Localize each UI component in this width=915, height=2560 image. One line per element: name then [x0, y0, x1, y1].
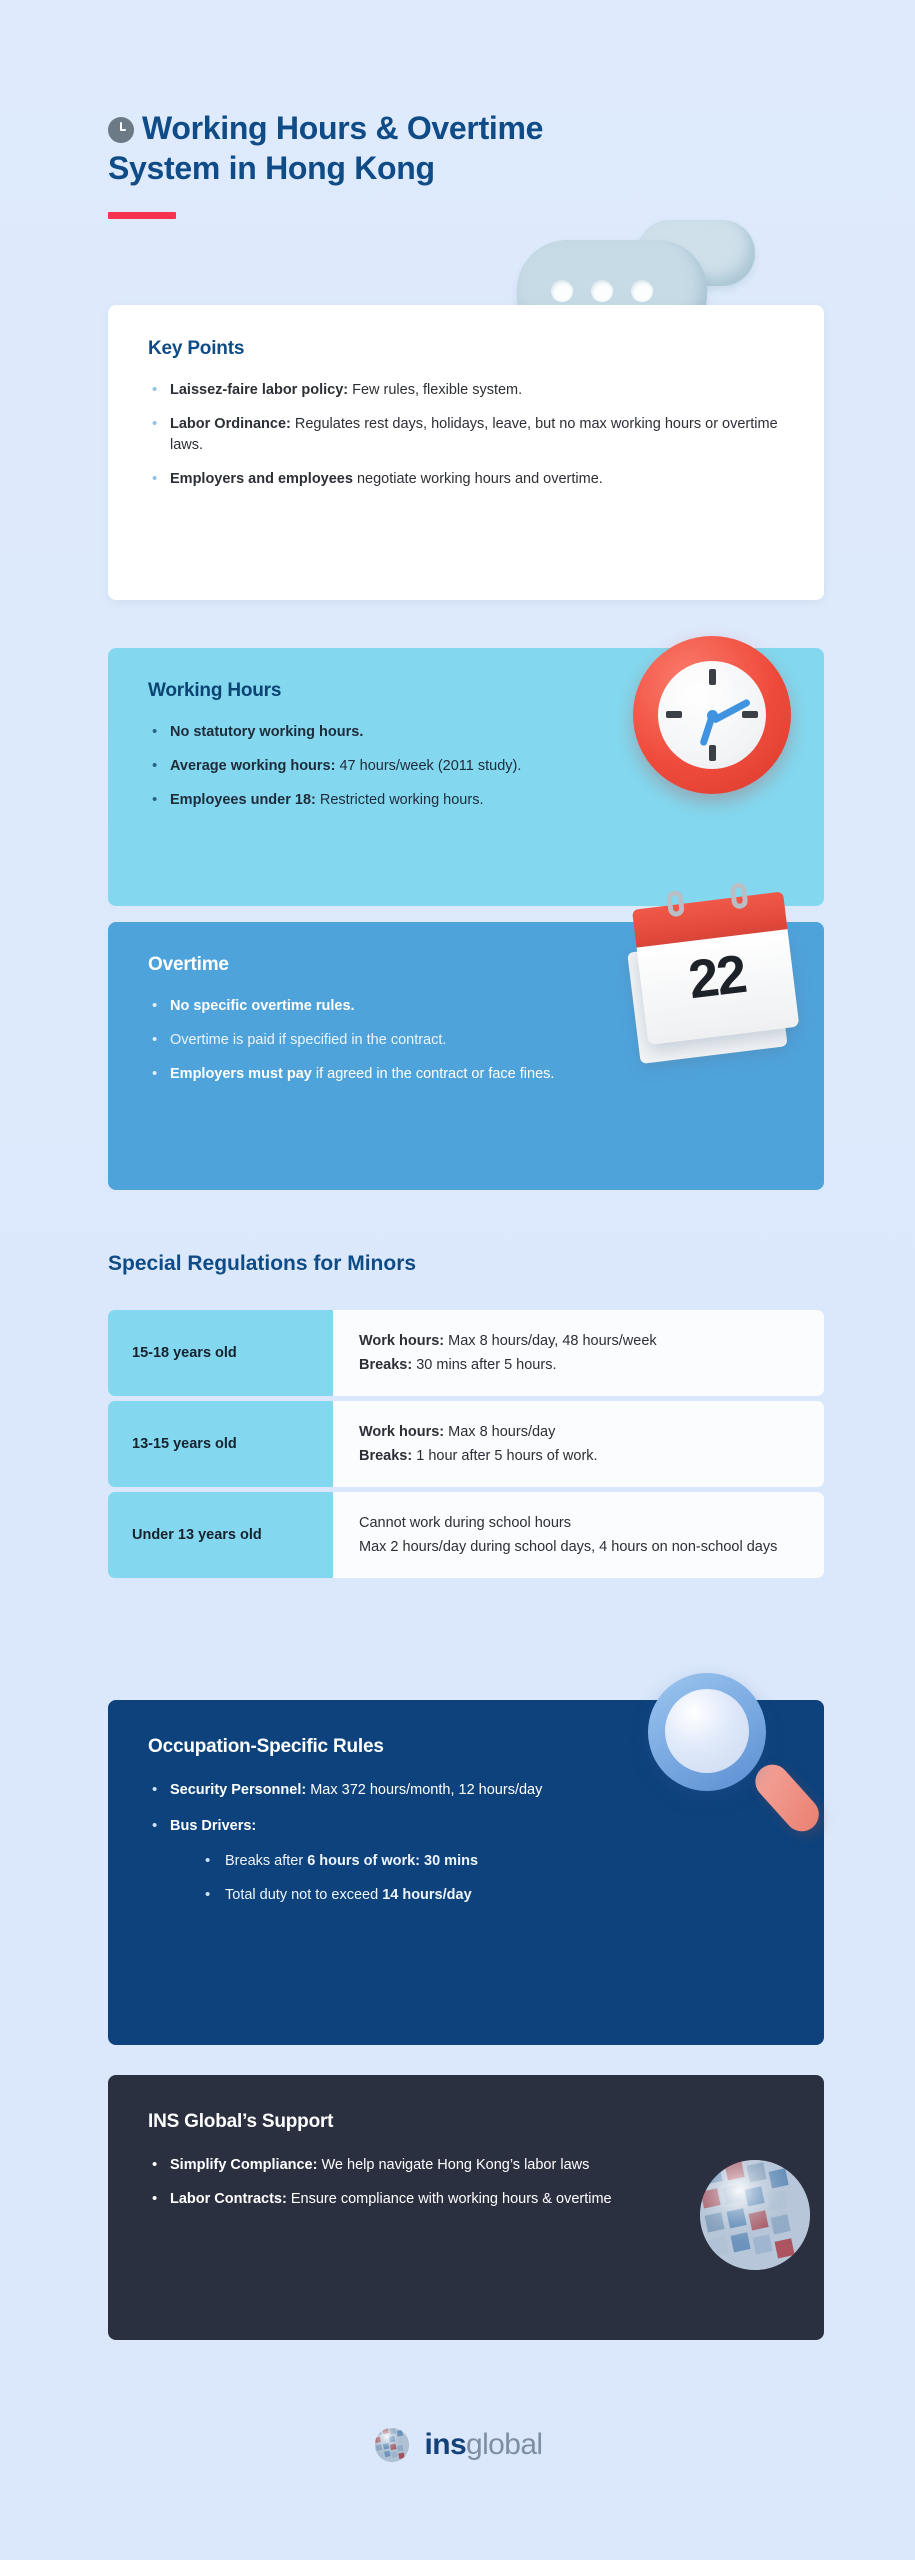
speech-dot-1	[551, 280, 573, 302]
clock-tick-6	[709, 745, 716, 761]
item-bold: Labor Ordinance:	[170, 416, 291, 432]
table-cell-age: 13-15 years old	[108, 1401, 333, 1487]
globe-logo-icon	[372, 2425, 412, 2465]
line-bold: Work hours:	[359, 1424, 445, 1440]
item-bold: No statutory working hours.	[170, 724, 364, 740]
item-bold: Laissez-faire labor policy:	[170, 382, 349, 398]
item-text: Few rules, flexible system.	[348, 382, 523, 398]
line-bold: Breaks:	[359, 1357, 413, 1373]
item-bold: Employers must pay	[170, 1066, 312, 1082]
table-row	[108, 1310, 824, 1396]
item-bold: Average working hours:	[170, 758, 336, 774]
detail-line	[359, 1330, 798, 1352]
line-text: 1 hour after 5 hours of work.	[412, 1448, 598, 1464]
sub-bold: 14 hours/day	[382, 1887, 472, 1903]
item-bold: Employers and employees	[170, 471, 353, 487]
minors-table	[108, 1310, 824, 1578]
key-points-heading: Key Points	[148, 338, 245, 359]
ins-support-heading: INS Global’s Support	[148, 2111, 334, 2132]
speech-dot-3	[631, 280, 653, 302]
speech-dot-2	[591, 280, 613, 302]
occupation-heading: Occupation-Specific Rules	[148, 1736, 384, 1757]
item-text: Overtime is paid if specified in the contract.	[170, 1032, 447, 1048]
line-text: Cannot work during school hours	[359, 1515, 571, 1531]
line-bold: Work hours:	[359, 1333, 445, 1349]
item-text: Max 372 hours/month, 12 hours/day	[306, 1782, 543, 1798]
bus-driver-sublist	[170, 1851, 784, 1906]
clock-illustration-icon	[625, 628, 800, 803]
list-item	[148, 469, 784, 490]
item-text: negotiate working hours and overtime.	[352, 471, 603, 487]
page-title	[108, 108, 748, 188]
line-text: Max 8 hours/day, 48 hours/week	[444, 1333, 657, 1349]
table-cell-age: Under 13 years old	[108, 1492, 333, 1578]
title-line-2: System in Hong Kong	[108, 150, 435, 186]
line-text: Max 2 hours/day during school days, 4 hours on non-school days	[359, 1539, 778, 1555]
overtime-heading: Overtime	[148, 954, 229, 975]
calendar-illustration-icon	[599, 884, 820, 1092]
ins-support-list	[148, 2155, 784, 2210]
item-bold: Employees under 18:	[170, 792, 316, 808]
detail-line	[359, 1354, 798, 1376]
table-row	[108, 1401, 824, 1487]
title-line-1	[108, 108, 748, 148]
magnifier-illustration-icon	[640, 1665, 830, 1855]
clock-center-cap	[707, 710, 718, 721]
item-text: 47 hours/week (2011 study).	[335, 758, 522, 774]
item-text: Regulates rest days, holidays, leave, but no max working hours or overtime laws.	[170, 416, 778, 453]
list-item	[148, 2189, 784, 2210]
item-text: We help navigate Hong Kong’s labor laws	[317, 2157, 590, 2173]
title-text-1: Working Hours & Overtime	[142, 110, 544, 146]
item-bold: Simplify Compliance:	[170, 2157, 318, 2173]
table-cell-detail	[333, 1401, 824, 1487]
working-hours-heading: Working Hours	[148, 680, 282, 701]
title-underline-accent	[108, 212, 176, 219]
clock-tick-3	[742, 711, 758, 718]
detail-line	[359, 1445, 798, 1467]
line-bold: Breaks:	[359, 1448, 413, 1464]
table-cell-age: 15-18 years old	[108, 1310, 333, 1396]
detail-line	[359, 1536, 798, 1558]
sub-text: Breaks after	[225, 1853, 308, 1869]
sub-text: Total duty not to exceed	[225, 1887, 383, 1903]
item-bold: Labor Contracts:	[170, 2191, 287, 2207]
sub-list-item	[203, 1885, 784, 1906]
calendar-day-number: 22	[685, 943, 749, 1011]
sub-bold: 6 hours of work: 30 mins	[307, 1853, 479, 1869]
magnifier-handle	[748, 1758, 825, 1839]
clock-face	[658, 661, 766, 769]
globe-illustration-icon	[690, 2150, 820, 2280]
list-item	[148, 2155, 784, 2176]
list-item	[148, 414, 784, 456]
line-text: Max 8 hours/day	[444, 1424, 556, 1440]
key-points-list	[148, 380, 784, 490]
table-row	[108, 1492, 824, 1578]
item-bold: Bus Drivers:	[170, 1818, 257, 1834]
footer-logo[interactable]	[0, 2425, 915, 2465]
detail-line	[359, 1421, 798, 1443]
list-item	[148, 380, 784, 401]
logo-secondary-text: global	[466, 2428, 543, 2461]
line-text: 30 mins after 5 hours.	[412, 1357, 557, 1373]
item-text: Ensure compliance with working hours & overtime	[286, 2191, 612, 2207]
item-bold: No specific overtime rules.	[170, 998, 355, 1014]
table-cell-detail	[333, 1310, 824, 1396]
logo-wordmark	[424, 2428, 542, 2462]
key-points-card	[108, 305, 824, 600]
clock-icon	[108, 117, 134, 143]
logo-primary-text: ins	[424, 2428, 467, 2461]
clock-tick-12	[709, 669, 716, 685]
minors-section-heading: Special Regulations for Minors	[108, 1252, 417, 1275]
magnifier-lens	[665, 1689, 749, 1773]
detail-line	[359, 1512, 798, 1534]
item-text: if agreed in the contract or face fines.	[311, 1066, 555, 1082]
item-bold: Security Personnel:	[170, 1782, 307, 1798]
clock-tick-9	[666, 711, 682, 718]
item-text: Restricted working hours.	[315, 792, 484, 808]
table-cell-detail	[333, 1492, 824, 1578]
